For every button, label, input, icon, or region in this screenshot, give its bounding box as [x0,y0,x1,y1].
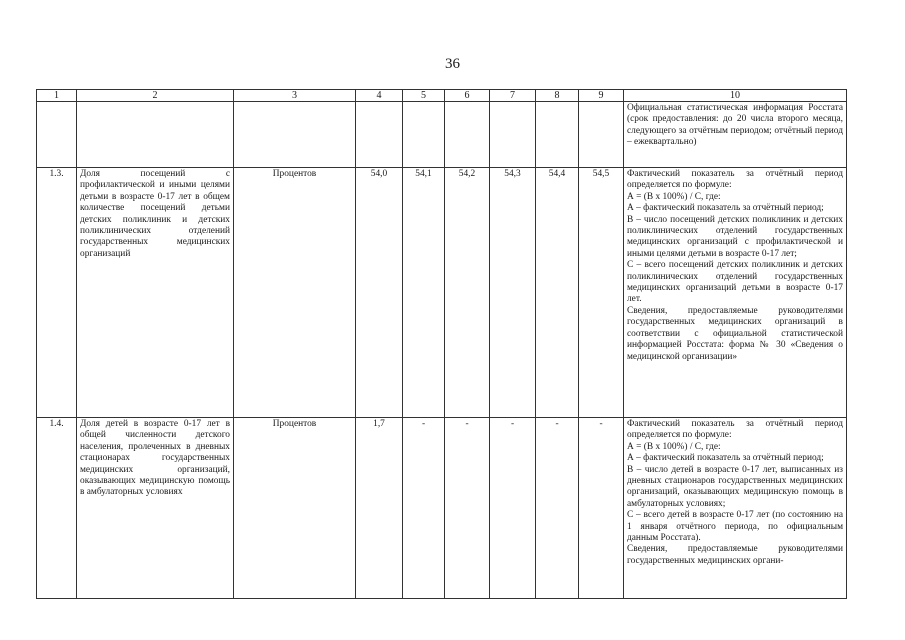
header-cell: 3 [234,90,356,102]
header-cell: 2 [77,90,234,102]
value-cell: 54,1 [403,168,445,418]
value-cell: 1,7 [356,418,403,599]
indicator-name: Доля посещений с профилактической и иными целями детьми в возрасте 0-17 лет в общем количестве посещений детьми детских поликлиник и детских поликлинических отделений государственных медицинских организаций [77,168,234,418]
value-cell: 54,5 [579,168,624,418]
method-paragraph: Официальная статистическая информация Росстата (срок предоставления: до 20 числа второго месяца, следующего за отчётным периодом; отчётный период – ежеквартально) [627,103,843,148]
value-cell [536,102,579,168]
header-cell: 9 [579,90,624,102]
table-row [37,168,847,418]
value-cell: - [445,418,490,599]
method-paragraph: Сведения, предоставляемые руководителями государственных медицинских органи- [627,544,843,566]
unit-cell: Процентов [234,418,356,599]
value-cell [445,102,490,168]
method-paragraph: Фактический показатель за отчётный период определяется по формуле: [627,169,843,191]
indicator-name: Доля детей в возрасте 0-17 лет в общей численности детского населения, пролеченных в дневных стационарах государственных медицинских организаций, оказывающих медицинскую помощь в амбулаторных условиях [77,418,234,599]
unit-cell [234,102,356,168]
value-cell: - [536,418,579,599]
value-cell: - [579,418,624,599]
method-formula: А = (В х 100%) / С, где: [627,441,721,452]
row-number: 1.3. [37,168,77,418]
method-cell [624,418,847,599]
header-row [37,90,847,102]
method-paragraph: А – фактический показатель за отчётный период; [627,453,824,464]
header-cell: 1 [37,90,77,102]
unit-cell: Процентов [234,168,356,418]
header-cell: 4 [356,90,403,102]
value-cell [403,102,445,168]
method-paragraph: С – всего детей в возрасте 0-17 лет (по состоянию на 1 января отчётного периода, по официальным данным Росстата). [627,510,843,544]
value-cell [490,102,536,168]
value-cell: 54,4 [536,168,579,418]
header-cell: 6 [445,90,490,102]
header-cell: 7 [490,90,536,102]
value-cell [356,102,403,168]
row-number: 1.4. [37,418,77,599]
value-cell: 54,2 [445,168,490,418]
header-cell: 10 [624,90,847,102]
header-cell: 5 [403,90,445,102]
header-cell: 8 [536,90,579,102]
method-paragraph: В – число детей в возрасте 0-17 лет, выписанных из дневных стационаров государственных медицинских организаций, оказывающих медицинскую помощь в амбулаторных условиях; [627,464,843,509]
method-paragraph: С – всего посещений детских поликлиник и детских поликлинических отделений государственных медицинских организаций детьми в возрасте 0-17 лет. [627,260,843,305]
value-cell: 54,0 [356,168,403,418]
method-cell [624,168,847,418]
method-cell [624,102,847,168]
indicator-name [77,102,234,168]
method-paragraph: В – число посещений детских поликлиник и детских поликлинических отделений государственных медицинских организаций с профилактической и иными целями детьми в возрасте 0-17 лет; [627,214,843,259]
method-paragraph: Фактический показатель за отчётный период определяется по формуле: [627,419,843,441]
method-formula: А = (В х 100%) / С, где: [627,191,721,202]
table-row [37,418,847,599]
value-cell: 54,3 [490,168,536,418]
value-cell: - [490,418,536,599]
table-row [37,102,847,168]
method-paragraph: А – фактический показатель за отчётный период; [627,203,824,214]
row-number [37,102,77,168]
indicator-table [36,89,847,599]
value-cell [579,102,624,168]
value-cell: - [403,418,445,599]
method-paragraph: Сведения, предоставляемые руководителями государственных медицинских организаций в соответствии с официальной статистической информацией Росстата: форма № 30 «Сведения о медицинской организации» [627,305,843,362]
page-number: 36 [445,56,460,72]
